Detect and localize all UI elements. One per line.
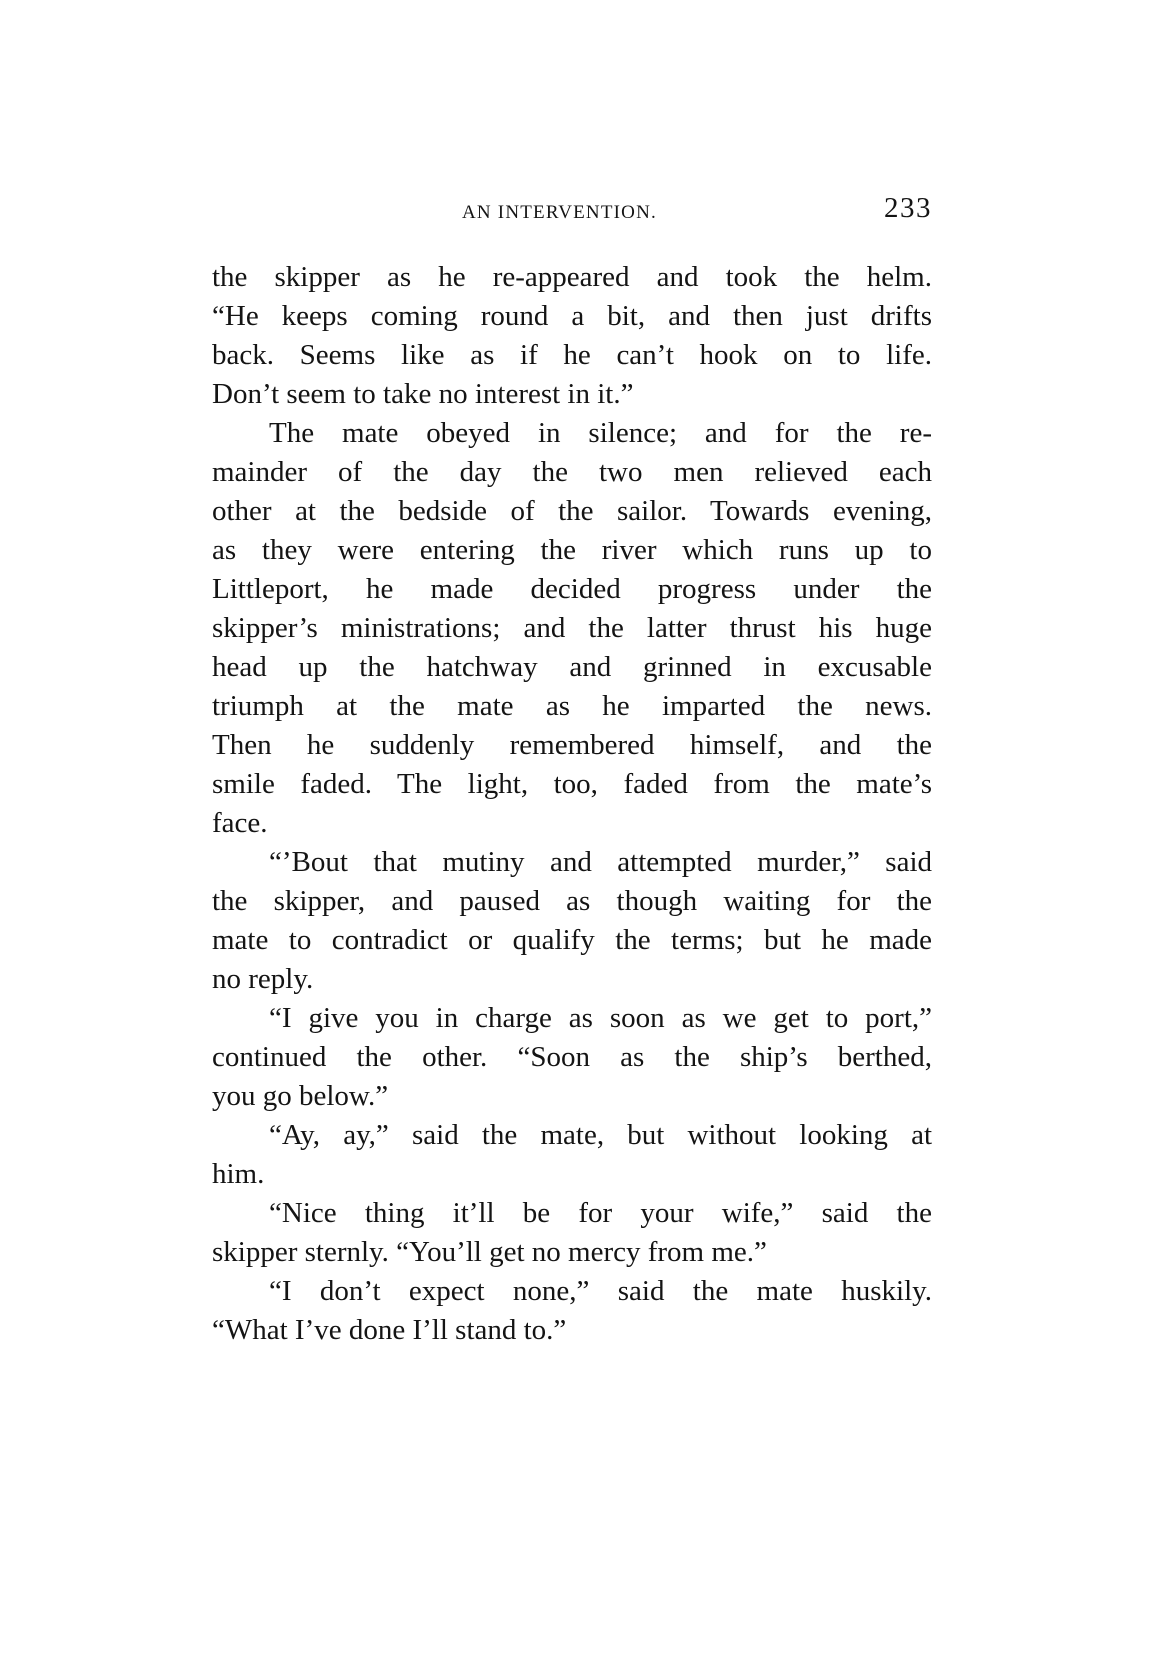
- body-text: [212, 258, 932, 1350]
- text-line: Then he suddenly remembered himself, and the: [212, 729, 932, 761]
- text-line: Don’t seem to take no interest in it.”: [212, 378, 634, 410]
- text-line: “Ay, ay,” said the mate, but without looking at: [269, 1119, 932, 1151]
- text-line: The mate obeyed in silence; and for the re-: [269, 417, 932, 449]
- text-line: face.: [212, 807, 268, 839]
- text-line: the skipper, and paused as though waiting for the: [212, 885, 932, 917]
- text-line: back. Seems like as if he can’t hook on to life.: [212, 339, 932, 371]
- text-line: mainder of the day the two men relieved each: [212, 456, 932, 488]
- text-line: “I don’t expect none,” said the mate huskily.: [269, 1275, 932, 1307]
- text-line: “He keeps coming round a bit, and then just drifts: [212, 300, 932, 332]
- page-number: 233: [884, 192, 932, 224]
- text-line: head up the hatchway and grinned in excusable: [212, 651, 932, 683]
- text-line: other at the bedside of the sailor. Towards evening,: [212, 495, 932, 527]
- text-line: as they were entering the river which runs up to: [212, 534, 932, 566]
- text-line: “Nice thing it’ll be for your wife,” said the: [269, 1197, 932, 1229]
- text-line: Littleport, he made decided progress under the: [212, 573, 932, 605]
- text-line: the skipper as he re-appeared and took the helm.: [212, 261, 932, 293]
- text-line: smile faded. The light, too, faded from the mate’s: [212, 768, 932, 800]
- running-head: [212, 192, 932, 232]
- text-line: mate to contradict or qualify the terms; but he made: [212, 924, 932, 956]
- text-line: “I give you in charge as soon as we get to port,”: [269, 1002, 932, 1034]
- text-line: skipper’s ministrations; and the latter thrust his huge: [212, 612, 932, 644]
- text-line: continued the other. “Soon as the ship’s berthed,: [212, 1041, 932, 1073]
- text-line: skipper sternly. “You’ll get no mercy from me.”: [212, 1236, 767, 1268]
- running-title: AN INTERVENTION.: [462, 202, 657, 223]
- text-line: “’Bout that mutiny and attempted murder,” said: [269, 846, 932, 878]
- text-line: triumph at the mate as he imparted the news.: [212, 690, 932, 722]
- text-line: “What I’ve done I’ll stand to.”: [212, 1314, 567, 1346]
- text-line: him.: [212, 1158, 265, 1190]
- text-line: no reply.: [212, 963, 314, 995]
- text-line: you go below.”: [212, 1080, 389, 1112]
